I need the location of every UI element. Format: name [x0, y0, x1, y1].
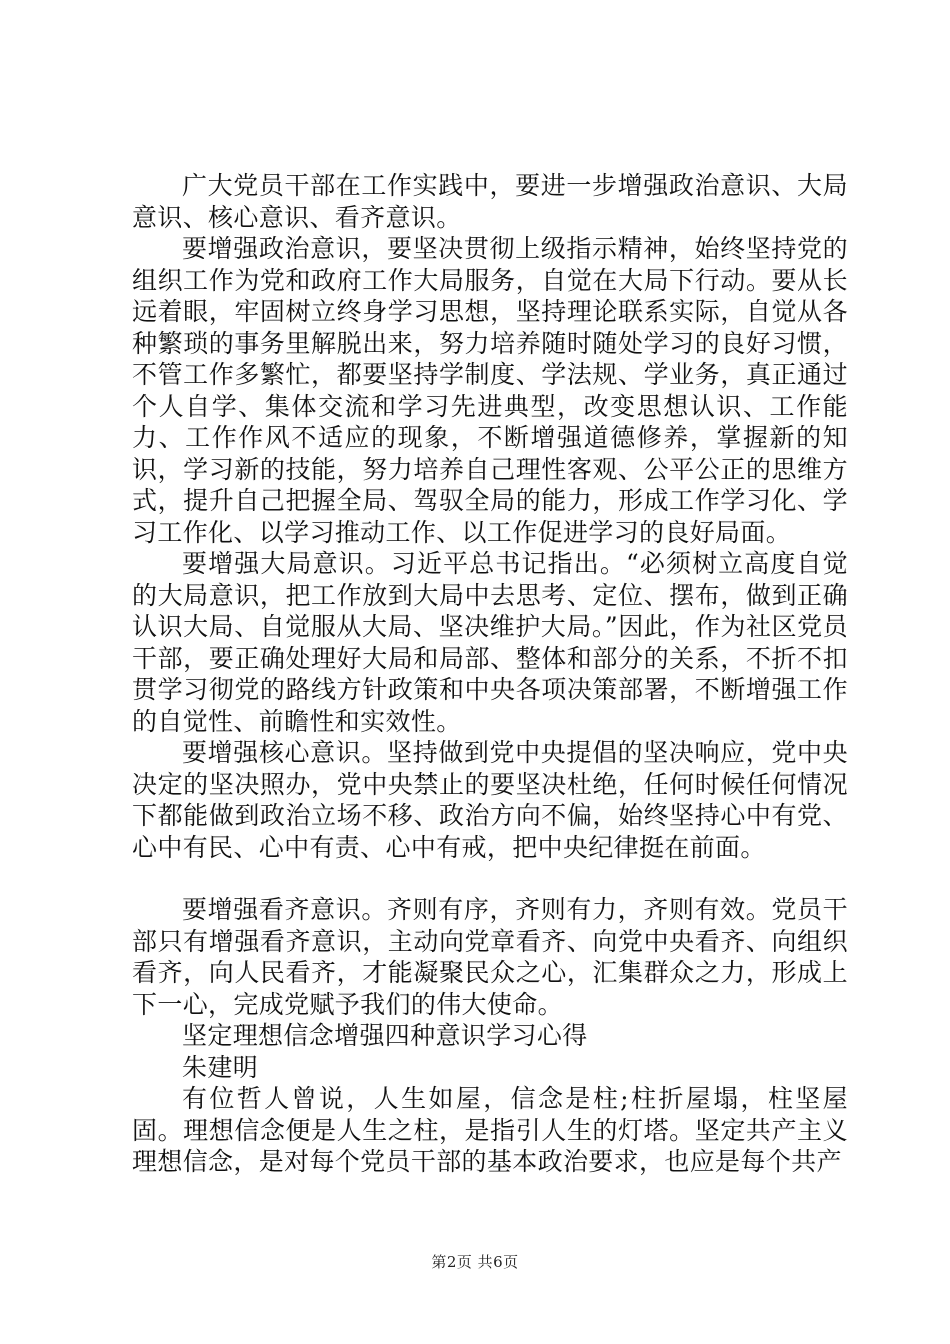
paragraph-alignment-awareness: 要增强看齐意识。齐则有序，齐则有力，齐则有效。党员干部只有增强看齐意识，主动向党章看齐、向党中央看齐、向组织看齐，向人民看齐，才能凝聚民众之心，汇集群众之力，形成上下一心，完成党赋予我们的伟大使命。	[132, 895, 848, 1019]
paragraph-overall-awareness: 要增强大局意识。习近平总书记指出。“必须树立高度自觉的大局意识，把工作放到大局中去思考、定位、摆布，做到正确认识大局、自觉服从大局、坚决维护大局。”因此，作为社区党员干部，要正确处理好大局和局部、整体和部分的关系，不折不扣贯学习彻党的路线方针政策和中央各项决策部署，不断增强工作的自觉性、前瞻性和实效性。	[132, 549, 848, 736]
page-number-footer: 第2页 共6页	[431, 1253, 519, 1271]
paragraph-spacer	[132, 863, 848, 894]
article-title: 坚定理想信念增强四种意识学习心得	[182, 1021, 588, 1050]
paragraph-core-awareness: 要增强核心意识。坚持做到党中央提倡的坚决响应，党中央决定的坚决照办，党中央禁止的要坚决杜绝，任何时候任何情况下都能做到政治立场不移、政治方向不偏，始终坚持心中有党、心中有民、心中有责、心中有戒，把中央纪律挺在前面。	[132, 738, 848, 862]
paragraph-ideals-beliefs: 有位哲人曾说，人生如屋，信念是柱;柱折屋塌，柱坚屋固。理想信念便是人生之柱，是指引人生的灯塔。坚定共产主义理想信念，是对每个党员干部的基本政治要求，也应是每个共产	[132, 1084, 848, 1176]
paragraph-political-awareness: 要增强政治意识，要坚决贯彻上级指示精神，始终坚持党的组织工作为党和政府工作大局服务，自觉在大局下行动。要从长远着眼，牢固树立终身学习思想，坚持理论联系实际，自觉从各种繁琐的事务里解脱出来，努力培养随时随处学习的良好习惯，不管工作多繁忙，都要坚持学制度、学法规、学业务，真正通过个人自学、集体交流和学习先进典型，改变思想认识、工作能力、工作作风不适应的现象，不断增强道德修养，掌握新的知识，学习新的技能，努力培养自己理性客观、公平公正的思维方式，提升自己把握全局、驾驭全局的能力，形成工作学习化、学习工作化、以学习推动工作、以工作促进学习的良好局面。	[132, 234, 848, 547]
document-body	[132, 170, 848, 1178]
article-author: 朱建明	[182, 1052, 259, 1082]
paragraph-intro: 广大党员干部在工作实践中，要进一步增强政治意识、大局意识、核心意识、看齐意识。	[132, 171, 848, 232]
